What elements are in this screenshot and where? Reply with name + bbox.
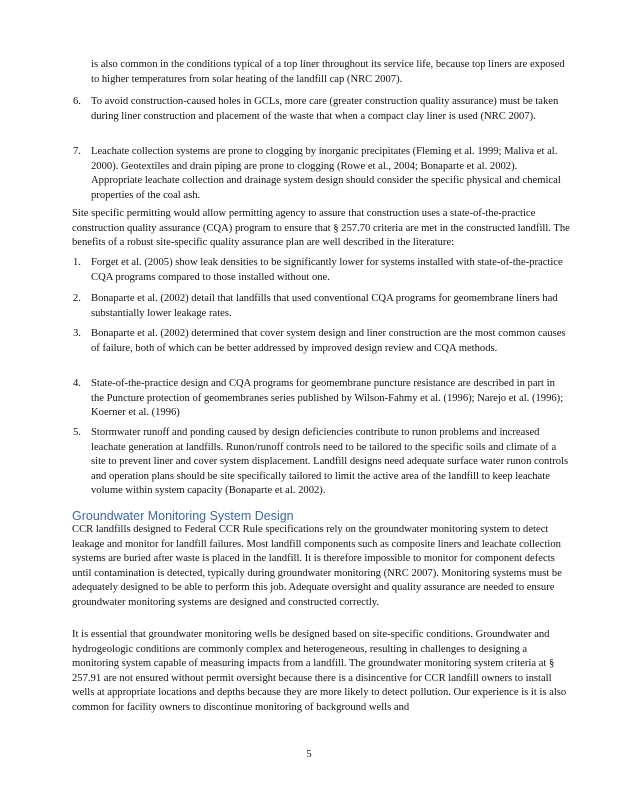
permitting-paragraph: Site specific permitting would allow permitting agency to assure that construction uses a state-of-the-practice construction quality assurance (CQA) program to ensure that § 257.70 criteria are met in the constructed landfill. The benefits of a robust site-specific quality assurance plan are well described in the literature: (72, 208, 570, 249)
list-item (73, 145, 569, 203)
list-item-number: 7. (73, 146, 81, 157)
continuation-text: is also common in the conditions typical of a top liner throughout its service life, because top liners are exposed to higher temperatures from solar heating of the landfill cap (NRC 2007). (91, 59, 565, 85)
list-item-number: 5. (73, 427, 81, 438)
list-item-text: Leachate collection systems are prone to clogging by inorganic precipitates (Fleming et al. 1999; Maliva et al. 2000). Geotextiles and drain piping are prone to clogging (Rowe et al., 2004; Bonaparte et al. 2002). Appropriate leachate collection and drainage system design should consider the specific physical and chemical properties of the coal ash. (91, 146, 561, 201)
list-item-number: 1. (73, 257, 81, 268)
list-item (73, 377, 569, 421)
monitoring-paragraph: CCR landfills designed to Federal CCR Rule specifications rely on the groundwater monitoring system to detect leakage and monitor for landfill failures. Most landfill components such as composite liners and leachate collection systems are buried after waste is placed in the landfill. It is therefore impossible to monitor for component defects until contamination is detected, typically during groundwater monitoring (NRC 2007). Monitoring systems must be adequately designed to be able to perform this job. Adequate oversight and quality assurance are needed to ensure groundwater monitoring systems are designed and constructed correctly. (72, 524, 562, 608)
list-item-number: 4. (73, 378, 81, 389)
list-item-number: 3. (73, 328, 81, 339)
list-item-text: Bonaparte et al. (2002) determined that cover system design and liner construction are the most common causes of failure, both of which can be better addressed by improved design review and CQA methods. (91, 328, 566, 354)
list-item (73, 292, 569, 321)
list-item-text: Forget et al. (2005) show leak densities to be significantly lower for systems installed with state-of-the-practice CQA programs compared to those installed without one. (91, 257, 563, 283)
list-item (73, 95, 569, 124)
list-item-text: Stormwater runoff and ponding caused by design deficiencies contribute to runon problems and increased leachate generation at landfills. Runon/runoff controls need to be tailored to the specific soils and climate of a site to prevent liner and cover system displacement. Landfill designs need adequate surface water runon controls and operation plans should be site specifically tailored to limit the active area of the landfill to keep leachate volume within system capacity (Bonaparte et al. 2002). (91, 427, 569, 497)
section-heading: Groundwater Monitoring System Design (72, 509, 294, 523)
page-number: 5 (306, 749, 312, 760)
list-item (73, 327, 569, 356)
list-item (73, 256, 569, 285)
list-item-number: 6. (73, 96, 81, 107)
list-item-text: State-of-the-practice design and CQA programs for geomembrane puncture resistance are described in part in the Puncture protection of geomembranes series published by Wilson-Fahmy et al. (1996); Narejo et al. (1996); Koerner et al. (1996) (91, 378, 564, 419)
list-item (73, 426, 569, 499)
list-item-text: Bonaparte et al. (2002) detail that landfills that used conventional CQA programs for geomembrane liners had substantially lower leakage rates. (91, 293, 558, 319)
list-item-text: To avoid construction-caused holes in GCLs, more care (greater construction quality assurance) must be taken during liner construction and placement of the waste that when a compact clay liner is used (NRC 2007). (91, 96, 559, 122)
monitoring-paragraph: It is essential that groundwater monitoring wells be designed based on site-specific conditions. Groundwater and hydrogeologic conditions are commonly complex and heterogeneous, resulting in challenges to designing a monitoring system capable of measuring impacts from a landfill. The groundwater monitoring system criteria at § 257.91 are not ensured without permit oversight because there is a disincentive for CCR landfill owners to install wells at appropriate locations and depths because they are more likely to detect pollution. Our experience is it is also common for facility owners to discontinue monitoring of background wells and (72, 629, 567, 713)
list-item-number: 2. (73, 293, 81, 304)
